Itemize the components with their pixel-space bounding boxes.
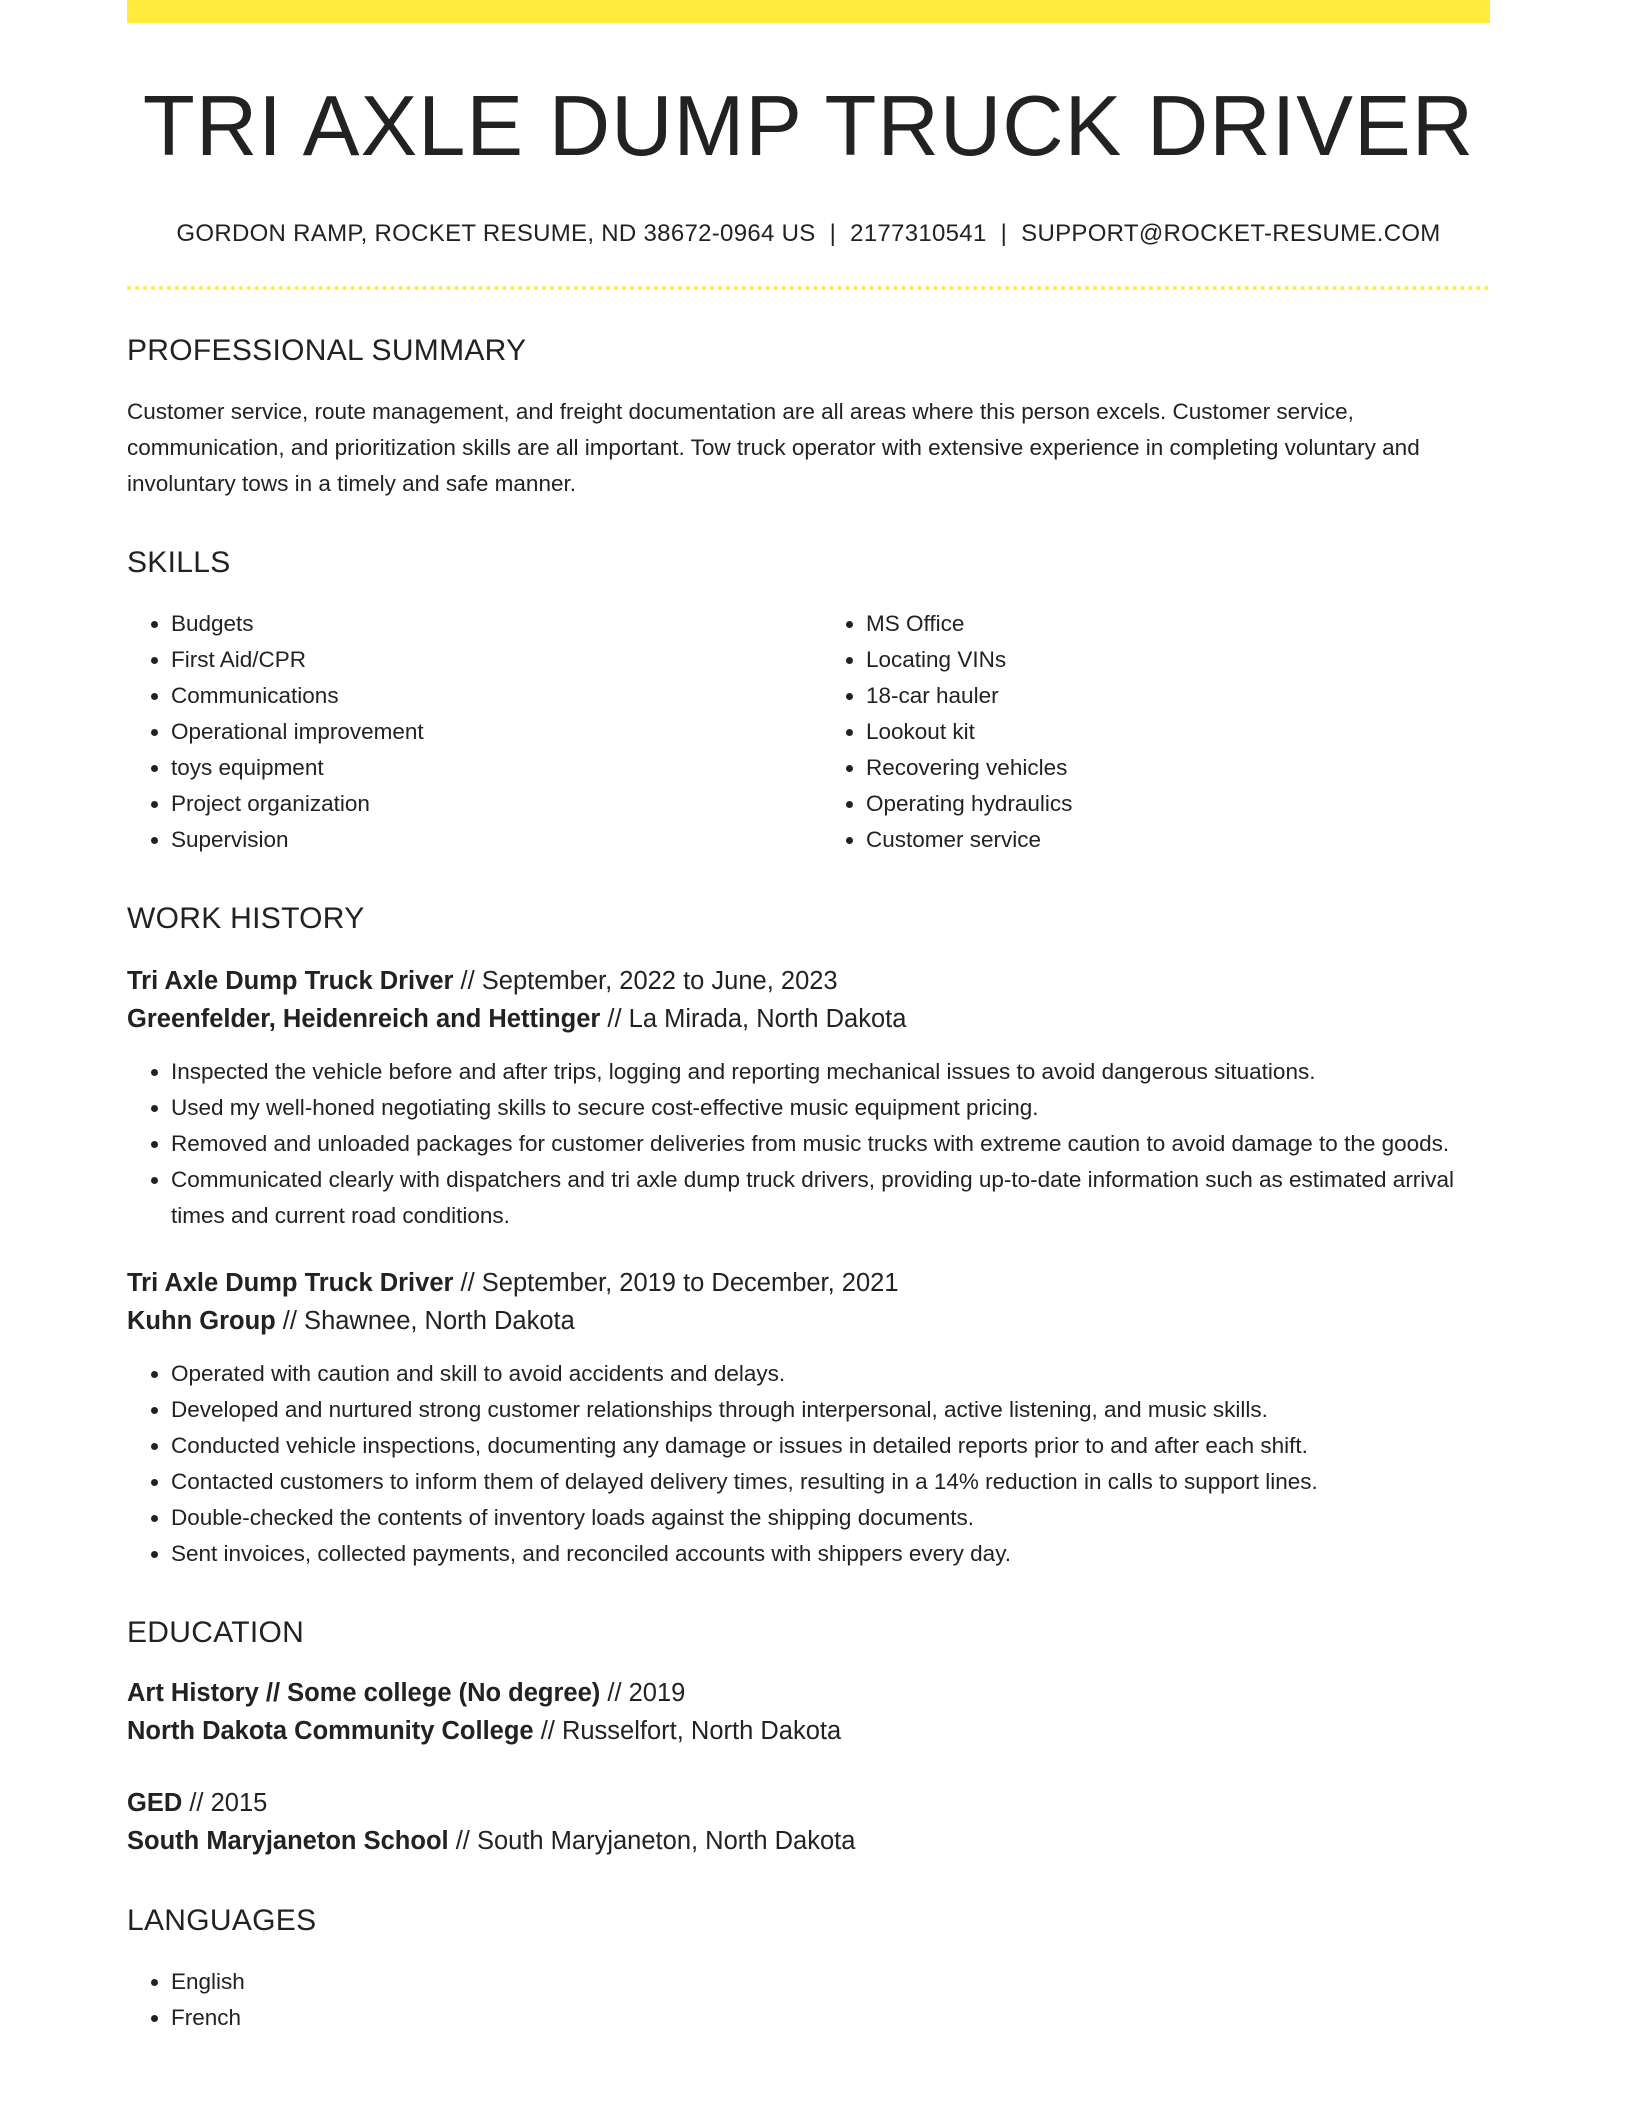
- job-company-line: [127, 1000, 1490, 1038]
- job-entry: [127, 1264, 1490, 1572]
- header-divider: [127, 286, 1490, 290]
- language-item: • French: [171, 2000, 1490, 2036]
- section-heading-education: EDUCATION: [127, 1615, 305, 1649]
- contact-separator: |: [1000, 219, 1008, 247]
- skill-item: • Recovering vehicles: [866, 750, 1490, 786]
- job-bullet: • Communicated clearly with dispatchers and tri axle dump truck drivers, providing up-to-date information such as estimated arrival times and current road conditions.: [171, 1162, 1490, 1234]
- skill-item: • Operating hydraulics: [866, 786, 1490, 822]
- education-school-line: [127, 1712, 1490, 1750]
- contact-phone: 2177310541: [850, 219, 987, 247]
- job-location: // Shawnee, North Dakota: [275, 1306, 575, 1335]
- education-degree: GED: [127, 1788, 183, 1817]
- accent-bar: [127, 0, 1490, 23]
- skill-item: • toys equipment: [171, 750, 795, 786]
- education-year: // 2015: [182, 1788, 268, 1817]
- job-bullets: [127, 1054, 1490, 1234]
- skills-column-right: [822, 606, 1490, 858]
- summary-text: Customer service, route management, and freight documentation are all areas where this person excels. Customer service, communication, and prioritization skills are all important. Tow truck operator with extensive experience in completing voluntary and involuntary tows in a timely and safe manner.: [127, 398, 1420, 496]
- resume-page: [127, 0, 1490, 2036]
- job-company: Kuhn Group: [127, 1306, 276, 1335]
- job-title-line: [127, 1264, 1490, 1302]
- job-entry: [127, 962, 1490, 1234]
- education-degree-line: [127, 1784, 1490, 1822]
- skill-item: • Supervision: [171, 822, 795, 858]
- job-bullet: • Developed and nurtured strong customer relationships through interpersonal, active listening, and music skills.: [171, 1392, 1490, 1428]
- job-bullet: • Conducted vehicle inspections, documenting any damage or issues in detailed reports prior to and after each shift.: [171, 1428, 1490, 1464]
- education-location: // Russelfort, North Dakota: [533, 1716, 842, 1745]
- education-school: South Maryjaneton School: [127, 1826, 449, 1855]
- contact-line: [127, 220, 1490, 248]
- job-bullet: • Inspected the vehicle before and after trips, logging and reporting mechanical issues to avoid dangerous situations.: [171, 1054, 1490, 1090]
- skill-item: • Locating VINs: [866, 642, 1490, 678]
- languages-list: [127, 1964, 1490, 2036]
- education-school-line: [127, 1822, 1490, 1860]
- education-degree: Art History // Some college (No degree): [127, 1678, 601, 1707]
- skill-item: • Customer service: [866, 822, 1490, 858]
- section-heading-work-history: WORK HISTORY: [127, 901, 365, 935]
- section-heading-languages: LANGUAGES: [127, 1903, 317, 1937]
- job-dates: // September, 2022 to June, 2023: [453, 966, 838, 995]
- skill-item: • Lookout kit: [866, 714, 1490, 750]
- job-bullet: • Double-checked the contents of inventory loads against the shipping documents.: [171, 1500, 1490, 1536]
- contact-address: GORDON RAMP, ROCKET RESUME, ND 38672-0964 US: [176, 219, 816, 247]
- skill-item: • Operational improvement: [171, 714, 795, 750]
- job-bullet: • Used my well-honed negotiating skills to secure cost-effective music equipment pricing.: [171, 1090, 1490, 1126]
- education-entry: [127, 1784, 1490, 1860]
- contact-separator: |: [829, 219, 837, 247]
- education-school: North Dakota Community College: [127, 1716, 534, 1745]
- skill-item: • 18-car hauler: [866, 678, 1490, 714]
- language-item: • English: [171, 1964, 1490, 2000]
- job-title-line: [127, 962, 1490, 1000]
- skill-item: • MS Office: [866, 606, 1490, 642]
- job-bullet: • Removed and unloaded packages for customer deliveries from music trucks with extreme caution to avoid damage to the goods.: [171, 1126, 1490, 1162]
- skill-item: • Project organization: [171, 786, 795, 822]
- skills-column-left: [127, 606, 795, 858]
- job-dates: // September, 2019 to December, 2021: [453, 1268, 899, 1297]
- job-bullet: • Sent invoices, collected payments, and reconciled accounts with shippers every day.: [171, 1536, 1490, 1572]
- job-company-line: [127, 1302, 1490, 1340]
- job-bullet: • Operated with caution and skill to avoid accidents and delays.: [171, 1356, 1490, 1392]
- section-heading-summary: PROFESSIONAL SUMMARY: [127, 333, 527, 367]
- skill-item: • Communications: [171, 678, 795, 714]
- skill-item: • Budgets: [171, 606, 795, 642]
- job-bullets: [127, 1356, 1490, 1572]
- job-title: Tri Axle Dump Truck Driver: [127, 1268, 454, 1297]
- skills-list: [127, 606, 1490, 858]
- job-location: // La Mirada, North Dakota: [600, 1004, 907, 1033]
- section-heading-skills: SKILLS: [127, 545, 231, 579]
- education-year: // 2019: [600, 1678, 686, 1707]
- skill-item: • First Aid/CPR: [171, 642, 795, 678]
- job-company: Greenfelder, Heidenreich and Hettinger: [127, 1004, 601, 1033]
- job-title: Tri Axle Dump Truck Driver: [127, 966, 454, 995]
- resume-title: TRI AXLE DUMP TRUCK DRIVER: [142, 79, 1475, 174]
- education-location: // South Maryjaneton, North Dakota: [448, 1826, 856, 1855]
- contact-email: SUPPORT@ROCKET-RESUME.COM: [1021, 219, 1441, 247]
- education-degree-line: [127, 1674, 1490, 1712]
- education-entry: [127, 1674, 1490, 1750]
- job-bullet: • Contacted customers to inform them of delayed delivery times, resulting in a 14% reduction in calls to support lines.: [171, 1464, 1490, 1500]
